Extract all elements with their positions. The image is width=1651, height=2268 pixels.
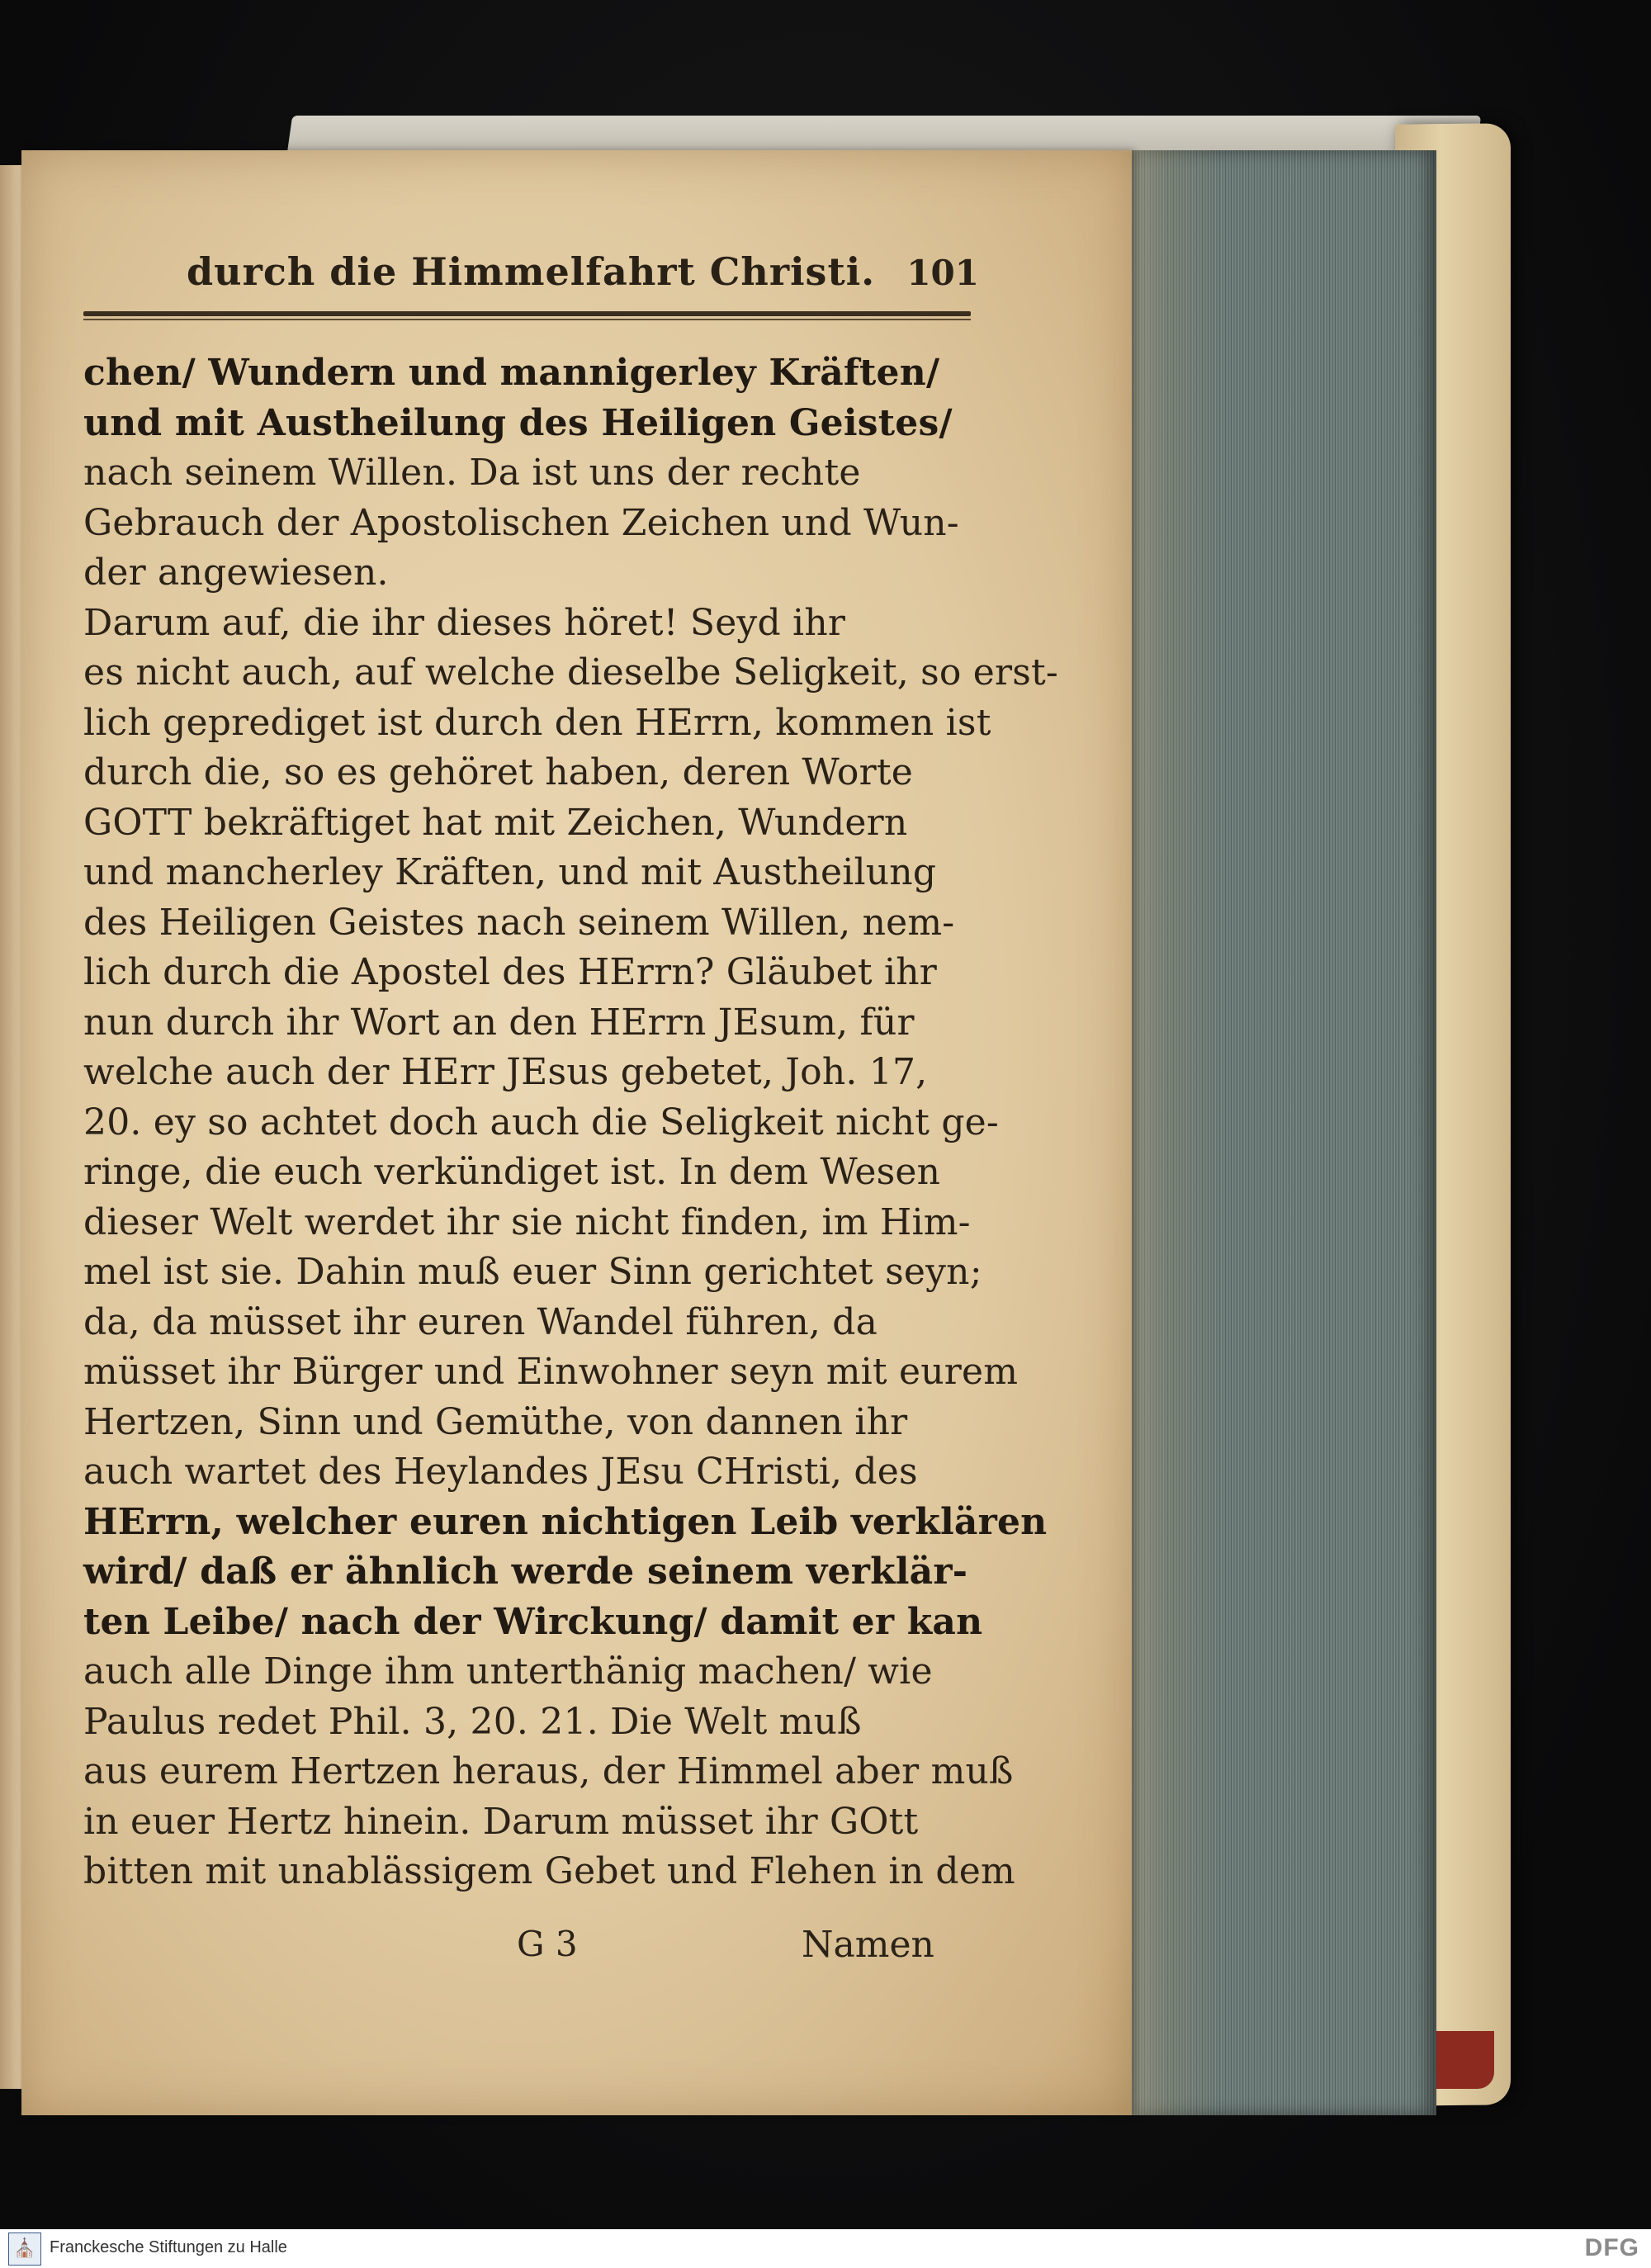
text-line: lich durch die Apostel des HErrn? Gläubet ihr xyxy=(83,951,938,993)
text-line: ringe, die euch verkündiget ist. In dem Wesen xyxy=(83,1151,941,1193)
text-line: und mancherley Kräften, und mit Austheilung xyxy=(83,851,937,893)
text-line: auch alle Dinge ihm unterthänig machen/ wie xyxy=(83,1650,933,1693)
text-line: GOTT bekräftiget hat mit Zeichen, Wundern xyxy=(83,801,908,844)
text-line: der angewiesen. xyxy=(83,552,389,594)
text-line: müsset ihr Bürger und Einwohner seyn mit eurem xyxy=(83,1351,1019,1393)
text-line: lich geprediget ist durch den HErrn, kommen ist xyxy=(83,701,991,744)
text-line: in euer Hertz hinein. Darum müsset ihr GOtt xyxy=(83,1800,919,1843)
running-head-title: durch die Himmelfahrt Christi. xyxy=(187,249,876,294)
book-cover-corner xyxy=(1428,2031,1494,2089)
viewer-footer xyxy=(0,2229,1651,2268)
text-line: aus eurem Hertzen heraus, der Himmel aber muß xyxy=(83,1750,1014,1792)
text-line: wird/ daß er ähnlich werde seinem verklär- xyxy=(83,1551,968,1593)
institution-name: Franckesche Stiftungen zu Halle xyxy=(50,2238,287,2256)
text-line: Paulus redet Phil. 3, 20. 21. Die Welt muß xyxy=(83,1700,862,1743)
text-line: Darum auf, die ihr dieses höret! Seyd ihr xyxy=(83,601,846,644)
header-rule-thin xyxy=(83,319,971,320)
text-line: mel ist sie. Dahin muß euer Sinn gerichtet seyn; xyxy=(83,1251,982,1293)
catchword: Namen xyxy=(802,1924,934,1966)
text-line: und mit Austheilung des Heiligen Geistes/ xyxy=(83,401,953,444)
text-line: des Heiligen Geistes nach seinem Willen, nem- xyxy=(83,901,955,944)
text-line: 20. ey so achtet doch auch die Seligkeit nicht ge- xyxy=(83,1101,999,1143)
text-line: HErrn, welcher euren nichtigen Leib verklären xyxy=(83,1500,1048,1543)
text-line: nach seinem Willen. Da ist uns der rechte xyxy=(83,452,861,494)
text-line: auch wartet des Heylandes JEsu CHristi, des xyxy=(83,1451,918,1493)
foundation-emblem-icon: ⛪ xyxy=(8,2232,41,2266)
text-line: chen/ Wundern und mannigerley Kräften/ xyxy=(83,352,940,394)
page-number: 101 xyxy=(906,253,979,293)
text-line: nun durch ihr Wort an den HErrn JEsum, für xyxy=(83,1001,915,1044)
dfg-logo: DFG xyxy=(1584,2234,1639,2261)
text-line: welche auch der HErr JEsus gebetet, Joh. 17, xyxy=(83,1051,928,1093)
text-line: durch die, so es gehöret haben, deren Worte xyxy=(83,751,913,793)
text-line: bitten mit unablässigem Gebet und Flehen in dem xyxy=(83,1850,1015,1892)
text-line: da, da müsset ihr euren Wandel führen, da xyxy=(83,1300,878,1343)
text-line: dieser Welt werdet ihr sie nicht finden, im Him- xyxy=(83,1200,971,1243)
signature-mark: G 3 xyxy=(517,1924,578,1964)
recto-page xyxy=(21,150,1132,2115)
running-head xyxy=(187,249,979,299)
text-line: Hertzen, Sinn und Gemüthe, von dannen ihr xyxy=(83,1400,908,1443)
header-rule xyxy=(83,311,971,316)
text-line: Gebrauch der Apostolischen Zeichen und Wun- xyxy=(83,501,959,544)
text-line: ten Leibe/ nach der Wirckung/ damit er kan xyxy=(83,1600,983,1643)
text-line: es nicht auch, auf welche dieselbe Seligkeit, so erst- xyxy=(83,651,1058,694)
